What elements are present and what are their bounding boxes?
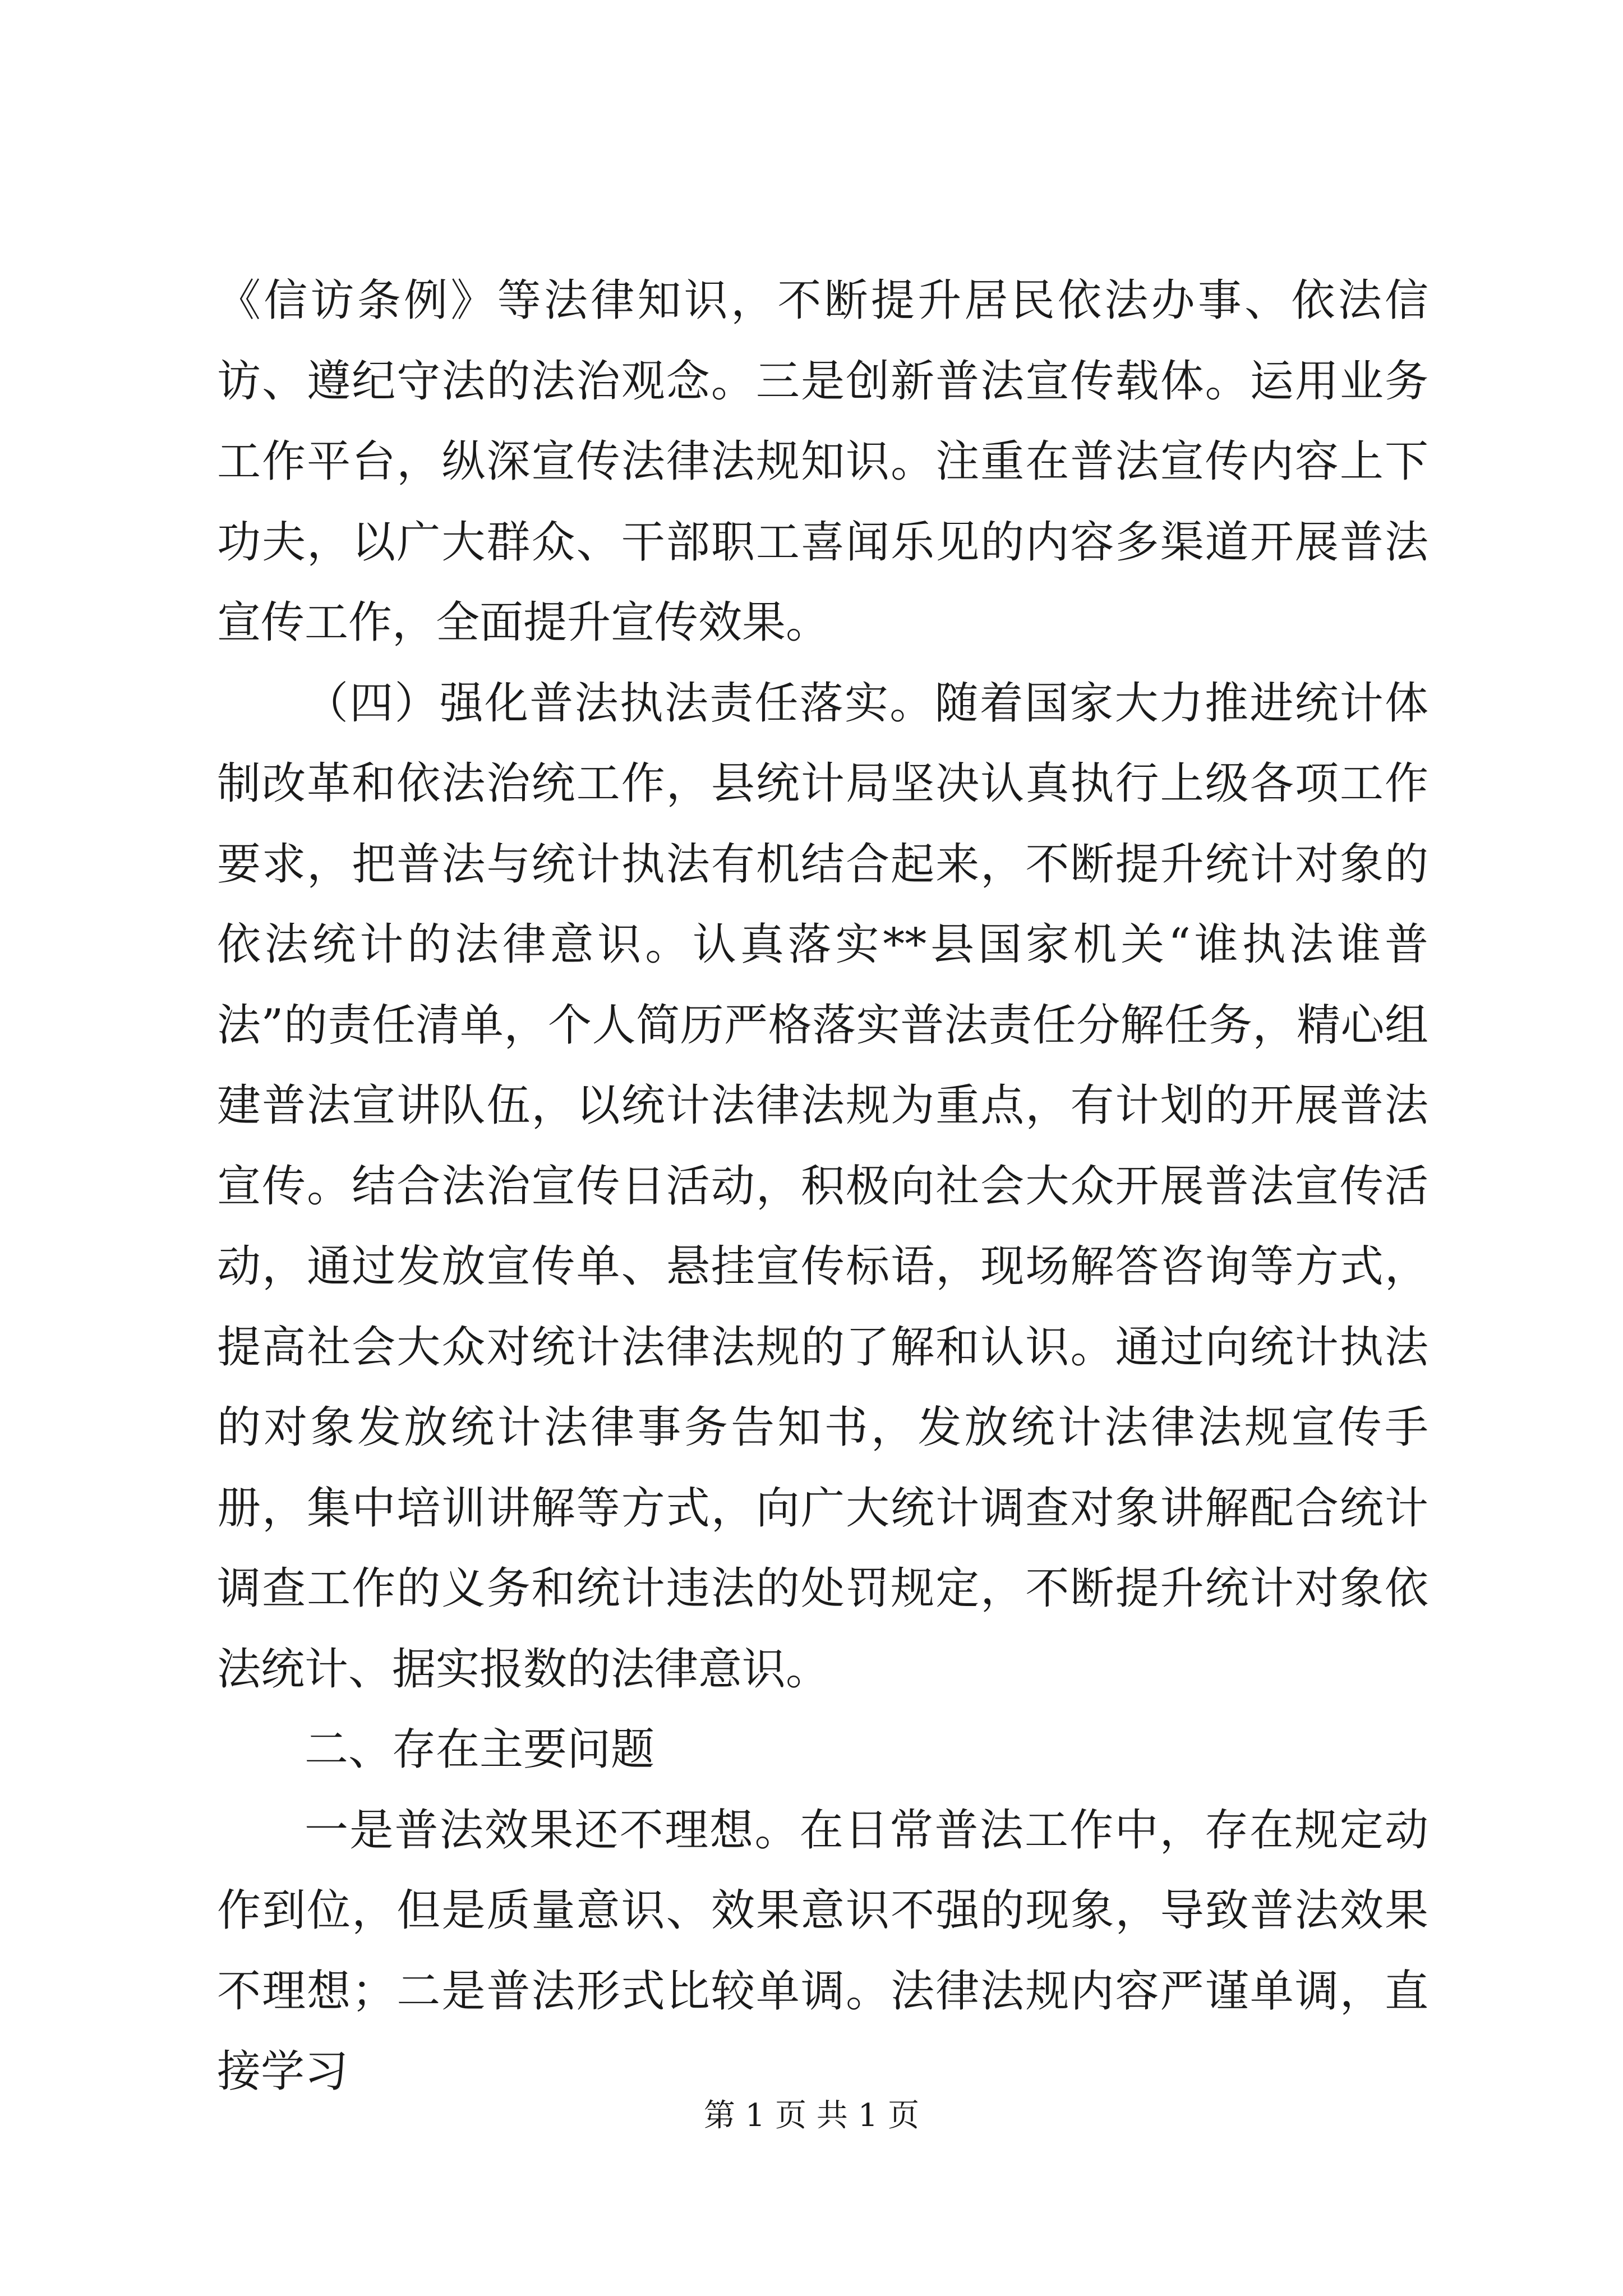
section-heading-main-problems: 二、存在主要问题: [305, 1724, 655, 1775]
paragraph-continuation: 《信访条例》等法律知识，不断提升居民依法办事、依法信访、遵纪守法的法治观念。三是创新普法宣传载体。运用业务工作平台，纵深宣传法律法规知识。注重在普法宣传内容上下功夫，以广大群众、干部职工喜闻乐见的内容多渠道开展普法宣传工作，全面提升宣传效果。: [217, 275, 1428, 648]
paragraph-section-four: （四）强化普法执法责任落实。随着国家大力推进统计体制改革和依法治统工作，县统计局坚决认真执行上级各项工作要求，把普法与统计执法有机结合起来，不断提升统计对象的依法统计的法律意识。认真落实**县国家机关“谁执法谁普法”的责任清单，个人简历严格落实普法责任分解任务，精心组建普法宣讲队伍，以统计法律法规为重点，有计划的开展普法宣传。结合法治宣传日活动，积极向社会大众开展普法宣传活动，通过发放宣传单、悬挂宣传标语，现场解答咨询等方式，提高社会大众对统计法律法规的了解和认识。通过向统计执法的对象发放统计法律事务告知书，发放统计法律法规宣传手册，集中培训讲解等方式，向广大统计调查对象讲解配合统计调查工作的义务和统计违法的处罚规定，不断提升统计对象依法统计、据实报数的法律意识。: [217, 678, 1428, 1695]
document-body: [217, 261, 1428, 2113]
page-number-footer: 第 1 页 共 1 页: [703, 2097, 920, 2134]
paragraph-problems: 一是普法效果还不理想。在日常普法工作中，存在规定动作到位，但是质量意识、效果意识不强的现象，导致普法效果不理想；二是普法形式比较单调。法律法规内容严谨单调，直接学习: [217, 1805, 1428, 2097]
